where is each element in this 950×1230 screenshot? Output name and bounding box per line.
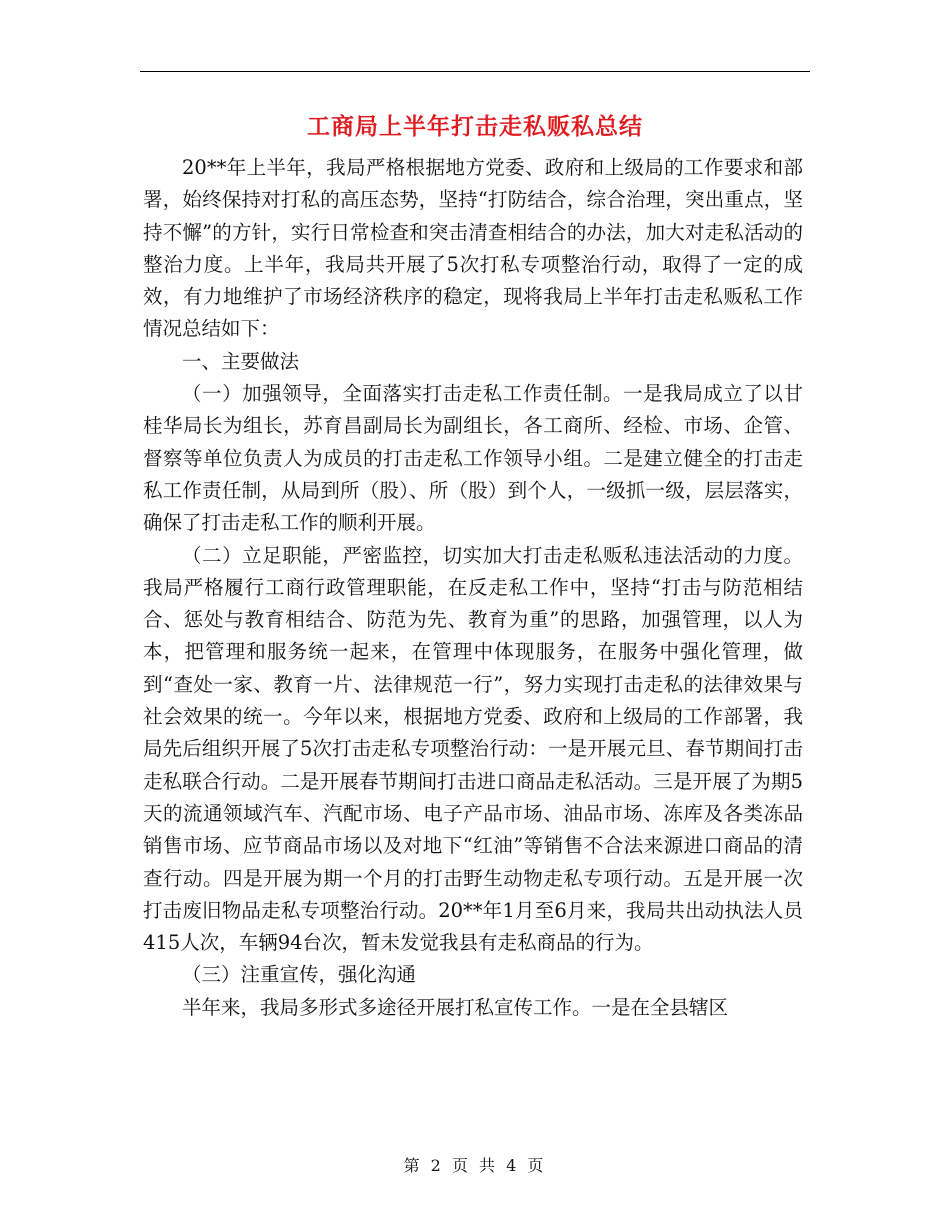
paragraph-publicity: 半年来，我局多形式多途径开展打私宣传工作。一是在全县辖区 [182, 995, 729, 1019]
paragraph-intro: 20**年上半年，我局严格根据地方党委、政府和上级局的工作要求和部署，始终保持对打私的高压态势，坚持“打防结合，综合治理，突出重点，坚持不懈”的方针，实行日常检查和突击清查相结合的办法，加大对走私活动的整治力度。上半年，我局共开展了5次打私专项整治行动，取得了一定的成效，有力地维护了市场经济秩序的稳定，现将我局上半年打击走私贩私工作情况总结如下： [143, 156, 803, 341]
document-body [143, 152, 803, 1024]
paragraph-leadership: （一）加强领导，全面落实打击走私工作责任制。一是我局成立了以甘桂华局长为组长，苏育昌副局长为副组长，各工商所、经检、市场、企管、督察等单位负责人为成员的打击走私工作领导小组。二是建立健全的打击走私工作责任制，从局到所（股）、所（股）到个人，一级抓一级，层层落实，确保了打击走私工作的顺利开展。 [143, 382, 803, 535]
header-rule [140, 71, 810, 72]
paragraph-enforcement: （二）立足职能，严密监控，切实加大打击走私贩私违法活动的力度。我局严格履行工商行政管理职能，在反走私工作中，坚持“打击与防范相结合、惩处与教育相结合、防范为先、教育为重”的思路，加强管理，以人为本，把管理和服务统一起来，在管理中体现服务，在服务中强化管理，做到“查处一家、教育一片、法律规范一行”，努力实现打击走私的法律效果与社会效果的统一。今年以来，根据地方党委、政府和上级局的工作部署，我局先后组织开展了5次打击走私专项整治行动：一是开展元旦、春节期间打击走私联合行动。二是开展春节期间打击进口商品走私活动。三是开展了为期5天的流通领域汽车、汽配市场、电子产品市场、油品市场、冻库及各类冻品销售市场、应节商品市场以及对地下“红油”等销售不合法来源进口商品的清查行动。四是开展为期一个月的打击野生动物走私专项行动。五是开展一次打击废旧物品走私专项整治行动。20**年1月至6月来，我局共出动执法人员415人次，车辆94台次，暂未发觉我县有走私商品的行为。 [143, 543, 803, 955]
page-number: 第 2 页 共 4 页 [403, 1156, 547, 1175]
section-heading-main-practices: 一、主要做法 [182, 349, 300, 373]
document-title: 工商局上半年打击走私贩私总结 [307, 114, 643, 140]
subheading-publicity: （三）注重宣传，强化沟通 [182, 963, 417, 987]
